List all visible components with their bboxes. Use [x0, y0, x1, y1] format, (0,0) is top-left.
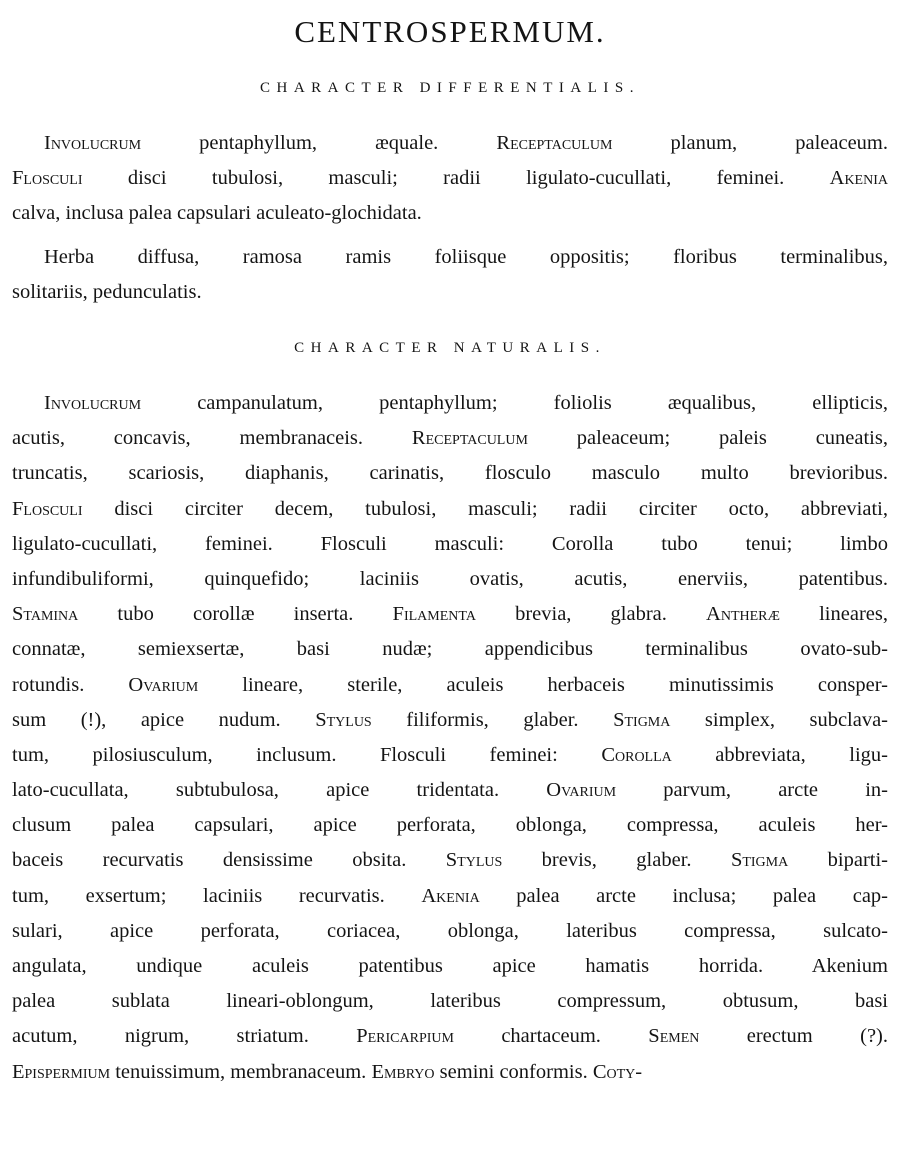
text-run: acutum, nigrum, striatum. [12, 1025, 357, 1048]
text-run: baceis recurvatis densissime obsita. [12, 849, 446, 872]
text-run: erectum (?). [699, 1025, 888, 1048]
small-caps-term: Ovarium [546, 779, 617, 802]
text-run: campanulatum, pentaphyllum; foliolis æqualibus, ellipticis, [141, 392, 888, 414]
text-line [12, 632, 888, 667]
text-run: paleaceum; paleis cuneatis, [527, 427, 888, 450]
text-run: semini conformis. [434, 1060, 593, 1083]
small-caps-term: Akenia [829, 167, 888, 190]
paragraph-differentialis [12, 126, 888, 232]
text-run: disci tubulosi, masculi; radii ligulato-cucullati, feminei. [82, 167, 830, 190]
text-run: tubo corollæ inserta. [78, 603, 393, 626]
text-line [12, 879, 888, 914]
text-line [12, 738, 888, 773]
text-line [12, 949, 888, 984]
small-caps-term: Embryo [371, 1060, 435, 1083]
small-caps-term: Receptaculum [496, 132, 613, 154]
heading-character-differentialis: CHARACTER DIFFERENTIALIS. [259, 80, 640, 96]
text-line [12, 808, 888, 843]
text-run: angulata, undique aculeis patentibus apice hamatis horrida. Akenium [12, 955, 888, 977]
text-line [12, 240, 888, 275]
text-line [12, 421, 888, 456]
small-caps-term: Involucrum [44, 132, 142, 154]
paragraph-habitus [12, 240, 888, 310]
text-run: palea arcte inclusa; palea cap- [479, 884, 888, 907]
text-line [12, 597, 888, 632]
small-caps-term: Antheræ [706, 603, 780, 626]
text-run: infundibuliformi, quinquefido; laciniis ovatis, acutis, enerviis, patentibus. [12, 567, 888, 590]
small-caps-term: Flosculi [12, 497, 83, 520]
text-line [12, 1019, 888, 1054]
text-line [12, 161, 888, 196]
small-caps-term: Semen [648, 1025, 700, 1048]
page-title: CENTROSPERMUM. [294, 14, 606, 49]
text-run: lato-cucullata, subtubulosa, apice tridentata. [12, 779, 547, 802]
text-run: palea sublata lineari-oblongum, lateribus compressum, obtusum, basi [12, 990, 888, 1013]
text-run: solitariis, pedunculatis. [12, 281, 202, 304]
small-caps-term: Stamina [12, 603, 79, 626]
text-run: tum, pilosiusculum, inclusum. Flosculi feminei: [12, 743, 602, 766]
text-run: sulari, apice perforata, coriacea, oblonga, lateribus compressa, sulcato- [12, 919, 888, 942]
text-run: chartaceum. [453, 1025, 649, 1048]
text-line [12, 275, 888, 310]
text-run: acutis, concavis, membranaceis. [12, 427, 412, 450]
small-caps-term: Stylus [445, 849, 503, 872]
text-run: abbreviata, ligu- [671, 743, 888, 766]
text-run: calva, inclusa palea capsulari aculeato-glochidata. [12, 202, 422, 225]
text-run: biparti- [788, 849, 888, 872]
small-caps-term: Involucrum [44, 392, 142, 414]
text-run: brevia, glabra. [475, 603, 707, 626]
text-run: disci circiter decem, tubulosi, masculi; radii circiter octo, abbreviati, [82, 497, 888, 520]
text-run: sum (!), apice nudum. [12, 708, 316, 731]
text-run: tum, exsertum; laciniis recurvatis. [12, 884, 422, 907]
text-line [12, 562, 888, 597]
text-line [12, 386, 888, 421]
text-run: parvum, arcte in- [616, 779, 888, 802]
text-run: tenuissimum, membranaceum. [110, 1060, 372, 1083]
text-run: truncatis, scariosis, diaphanis, carinatis, flosculo masculo multo brevioribus. [12, 462, 888, 485]
text-run: rotundis. [12, 673, 129, 696]
text-run: connatæ, semiexsertæ, basi nudæ; appendicibus terminalibus ovato-sub- [12, 638, 888, 661]
text-run: ligulato-cucullati, feminei. Flosculi masculi: Corolla tubo tenui; limbo [12, 532, 888, 555]
text-run: planum, paleaceum. [612, 132, 888, 154]
text-line [12, 914, 888, 949]
small-caps-term: Pericarpium [356, 1025, 454, 1048]
text-line [12, 527, 888, 562]
text-line [12, 843, 888, 878]
text-run: Herba diffusa, ramosa ramis foliisque oppositis; floribus terminalibus, [44, 246, 888, 268]
small-caps-term: Coty- [592, 1060, 643, 1083]
text-line [12, 703, 888, 738]
text-line [12, 456, 888, 491]
text-run: brevis, glaber. [502, 849, 731, 872]
small-caps-term: Ovarium [128, 673, 199, 696]
heading-character-naturalis: CHARACTER NATURALIS. [294, 340, 606, 356]
text-line [12, 1055, 888, 1090]
text-run: simplex, subclava- [670, 708, 888, 731]
small-caps-term: Corolla [601, 743, 672, 766]
small-caps-term: Akenia [421, 884, 480, 907]
text-run: clusum palea capsulari, apice perforata, oblonga, compressa, aculeis her- [12, 814, 888, 837]
text-line [12, 668, 888, 703]
small-caps-term: Stigma [613, 708, 671, 731]
small-caps-term: Stylus [315, 708, 372, 731]
paragraph-naturalis [12, 386, 888, 1090]
text-line [12, 773, 888, 808]
small-caps-term: Receptaculum [411, 427, 528, 450]
small-caps-term: Stigma [730, 849, 789, 872]
text-line [12, 196, 888, 231]
small-caps-term: Filamenta [392, 603, 476, 626]
small-caps-term: Flosculi [12, 167, 83, 190]
text-line [12, 984, 888, 1019]
text-line [12, 492, 888, 527]
text-run: lineare, sterile, aculeis herbaceis minutissimis consper- [198, 673, 888, 696]
text-line [12, 126, 888, 161]
text-run: lineares, [779, 603, 888, 626]
text-run: pentaphyllum, æquale. [141, 132, 497, 154]
text-run: filiformis, glaber. [371, 708, 614, 731]
small-caps-term: Epispermium [12, 1060, 111, 1083]
